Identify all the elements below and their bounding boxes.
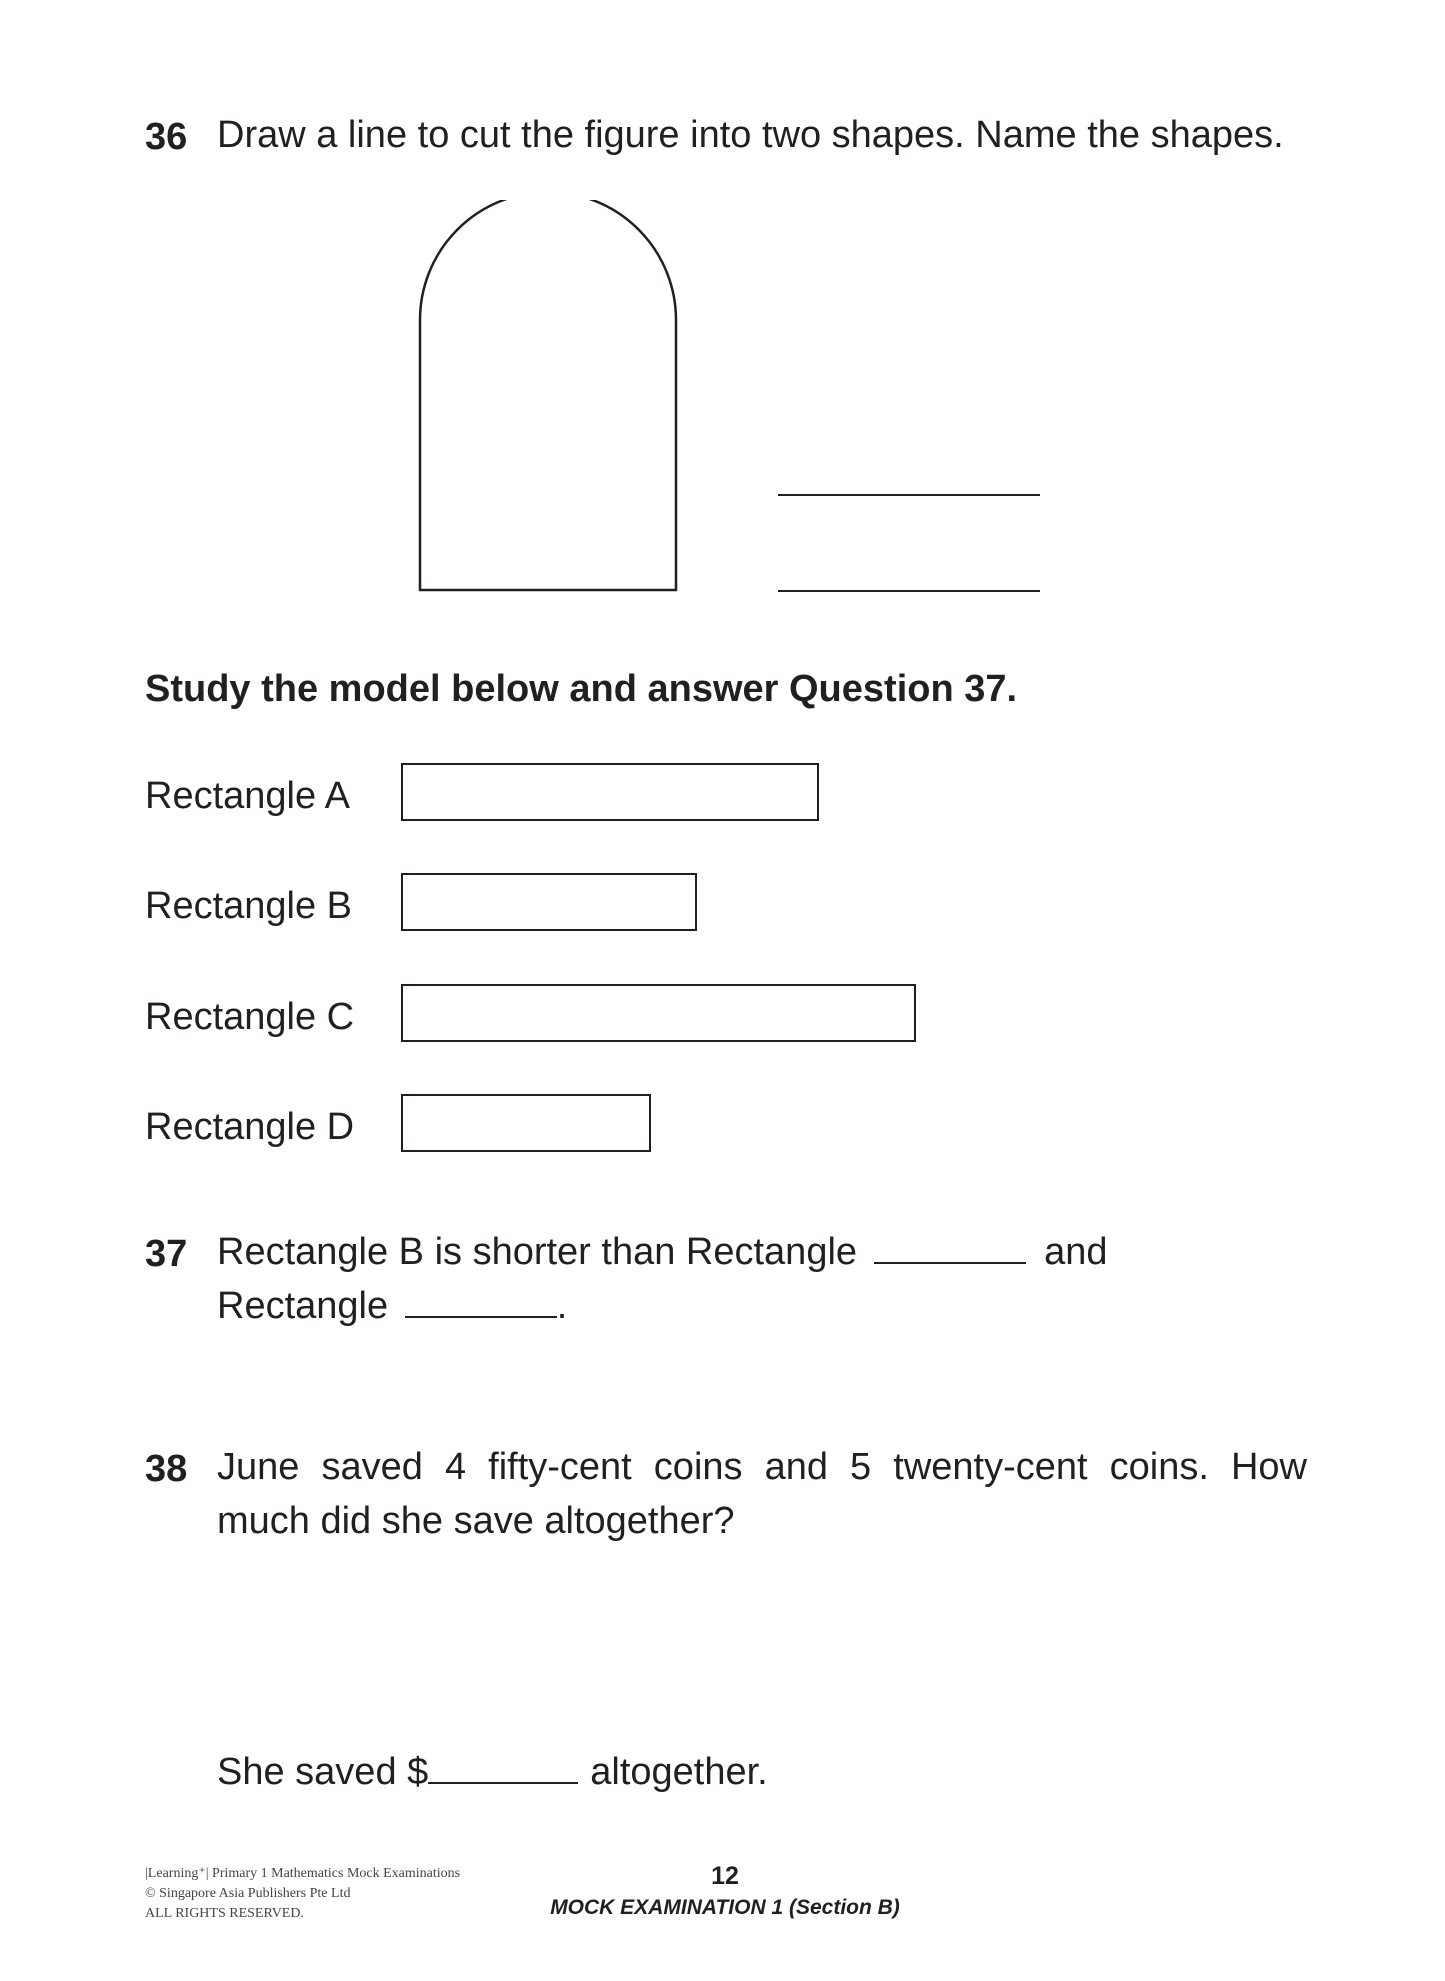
question-37-blank-1[interactable] <box>874 1232 1026 1264</box>
footer-series-title: |Learning⁺| Primary 1 Mathematics Mock Examinations <box>145 1866 461 1881</box>
rectangle-a-label: Rectangle A <box>145 775 350 817</box>
question-37-blank-2[interactable] <box>405 1286 557 1318</box>
rectangle-d-label: Rectangle D <box>145 1106 355 1148</box>
question-38-line-2: much did she save altogether? <box>217 1500 735 1542</box>
question-37-text-part1: Rectangle B is shorter than Rectangle <box>217 1231 858 1273</box>
answer-blank[interactable] <box>428 1752 578 1784</box>
answer-suffix: altogether. <box>590 1751 768 1793</box>
question-36-number: 36 <box>145 116 188 158</box>
model-heading: Study the model below and answer Question 37. <box>145 668 1018 710</box>
question-38-number: 38 <box>145 1448 188 1490</box>
question-38-answer <box>217 1745 768 1799</box>
question-37-text-part2: and <box>1044 1231 1108 1273</box>
question-37-line-1 <box>217 1225 1108 1279</box>
question-37-text-part4: . <box>556 1285 568 1327</box>
page-number: 12 <box>711 1862 739 1890</box>
question-38-line-1: June saved 4 fifty-cent coins and 5 twenty-cent coins. How <box>217 1446 1307 1488</box>
rectangle-a-bar <box>401 763 819 821</box>
rectangle-d-bar <box>401 1094 651 1152</box>
question-37-line-2 <box>217 1279 567 1333</box>
rectangle-c-label: Rectangle C <box>145 996 355 1038</box>
rectangle-b-bar <box>401 873 697 931</box>
arch-figure <box>410 200 690 600</box>
footer-publisher-info <box>145 1864 460 1924</box>
shape-answer-line-2[interactable] <box>778 590 1040 592</box>
question-36-text: Draw a line to cut the figure into two shapes. Name the shapes. <box>217 114 1284 156</box>
footer-copyright: © Singapore Asia Publishers Pte Ltd <box>145 1886 351 1901</box>
footer-section-label: MOCK EXAMINATION 1 (Section B) <box>550 1896 900 1919</box>
shape-answer-line-1[interactable] <box>778 494 1040 496</box>
rectangle-c-bar <box>401 984 916 1042</box>
footer-rights: ALL RIGHTS RESERVED. <box>145 1906 304 1921</box>
question-37-number: 37 <box>145 1233 188 1275</box>
answer-prefix: She saved $ <box>217 1751 429 1793</box>
question-37-text-part3: Rectangle <box>217 1285 389 1327</box>
rectangle-b-label: Rectangle B <box>145 885 353 927</box>
